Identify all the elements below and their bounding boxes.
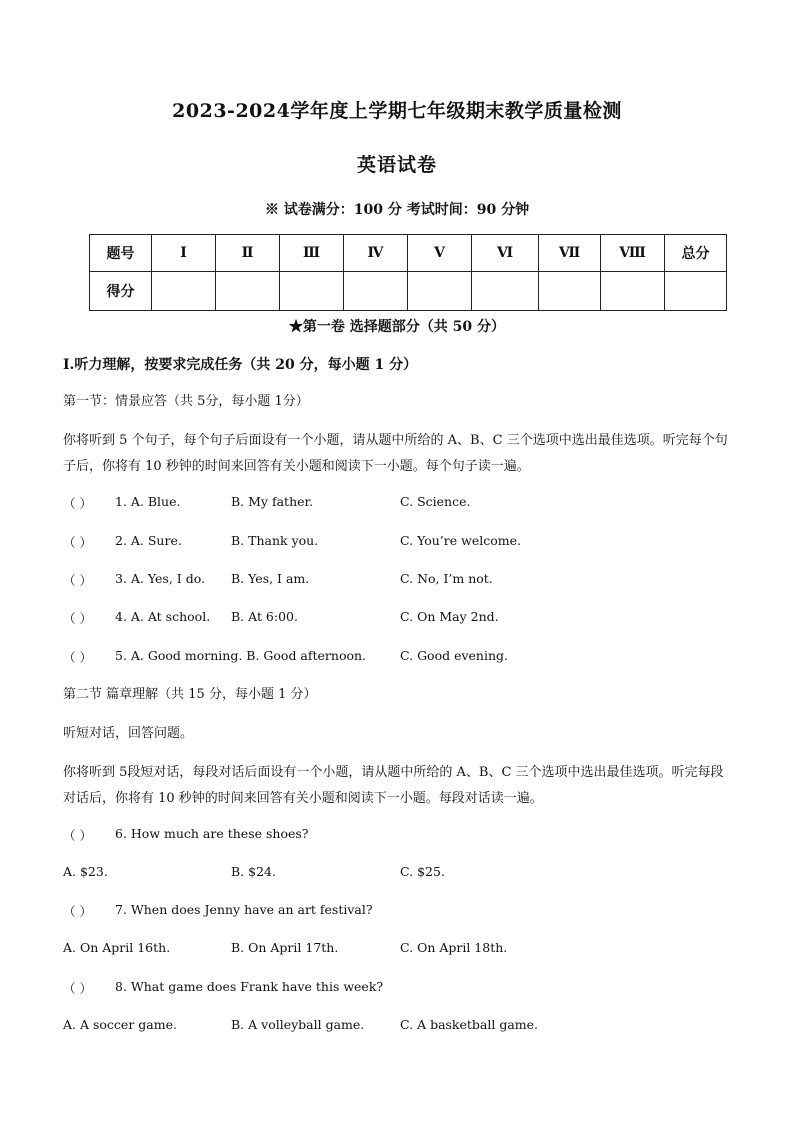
section2-subheading: 听短对话，回答问题。 <box>63 726 194 741</box>
question-5 <box>63 648 743 668</box>
score-table-score-row <box>90 272 727 311</box>
option-b: B. My father. <box>231 494 314 509</box>
option-a: A. $23. <box>63 864 108 879</box>
option-c: C. On April 18th. <box>400 940 508 955</box>
answer-blank[interactable]: （ ） <box>63 573 92 588</box>
section1-instructions: 你将听到 5 个句子，每个句子后面设有一个小题，请从题中所给的 A、B、C 三个选项中选出最佳选项。听完每个句子后，你将有 10 秒钟的时间来回答有关小题和阅读下一小题。每个句子读一遍。 <box>63 433 728 474</box>
score-header-cell: Ⅴ <box>408 235 472 272</box>
question-8-options <box>63 1017 743 1037</box>
section2-heading: 第二节 篇章理解（共 15 分，每小题 1 分） <box>63 687 317 702</box>
score-header-cell: Ⅳ <box>344 235 408 272</box>
exam-info: ※ 试卷满分：100 分 考试时间：90 分钟 <box>264 202 530 218</box>
answer-blank[interactable]: （ ） <box>63 904 92 919</box>
score-header-cell: Ⅷ <box>601 235 665 272</box>
question-1 <box>63 494 743 514</box>
score-row-label: 得分 <box>90 272 152 311</box>
score-cell[interactable] <box>152 272 216 311</box>
option-a: 1. A. Blue. <box>115 494 181 509</box>
answer-blank[interactable]: （ ） <box>63 828 92 843</box>
part-title: Ⅰ.听力理解，按要求完成任务（共 20 分，每小题 1 分） <box>63 357 418 373</box>
answer-blank[interactable]: （ ） <box>63 611 92 626</box>
option-c: C. No, I’m not. <box>400 571 493 586</box>
option-a: A. On April 16th. <box>63 940 171 955</box>
option-b: B. At 6:00. <box>231 609 298 624</box>
exam-title: 2023-2024学年度上学期七年级期末教学质量检测 <box>172 100 622 122</box>
score-cell[interactable] <box>216 272 280 311</box>
option-c: C. A basketball game. <box>400 1017 539 1032</box>
answer-blank[interactable]: （ ） <box>63 981 92 996</box>
score-cell[interactable] <box>344 272 408 311</box>
question-2 <box>63 533 743 553</box>
section-title: ★第一卷 选择题部分（共 50 分） <box>288 319 506 335</box>
option-b: B. On April 17th. <box>231 940 339 955</box>
question-text: 8. What game does Frank have this week? <box>115 979 384 994</box>
score-header-cell: Ⅶ <box>539 235 601 272</box>
question-8 <box>63 979 743 999</box>
option-c: C. $25. <box>400 864 445 879</box>
option-b: B. Yes, I am. <box>231 571 310 586</box>
option-b: B. $24. <box>231 864 276 879</box>
option-c: C. On May 2nd. <box>400 609 499 624</box>
question-7-options <box>63 940 743 960</box>
score-table <box>89 234 727 311</box>
answer-blank[interactable]: （ ） <box>63 650 92 665</box>
answer-blank[interactable]: （ ） <box>63 496 92 511</box>
score-header-cell: Ⅱ <box>216 235 280 272</box>
option-a: A. A soccer game. <box>63 1017 177 1032</box>
score-cell[interactable] <box>665 272 727 311</box>
question-3 <box>63 571 743 591</box>
score-header-cell: Ⅲ <box>280 235 344 272</box>
answer-blank[interactable]: （ ） <box>63 535 92 550</box>
exam-subtitle: 英语试卷 <box>356 154 437 176</box>
question-text: 6. How much are these shoes? <box>115 826 309 841</box>
score-cell[interactable] <box>472 272 539 311</box>
score-header-cell: 总分 <box>665 235 727 272</box>
option-a: 2. A. Sure. <box>115 533 182 548</box>
option-a: 4. A. At school. <box>115 609 211 624</box>
score-table-header-row <box>90 235 727 272</box>
option-a: 3. A. Yes, I do. <box>115 571 205 586</box>
question-4 <box>63 609 743 629</box>
option-c: C. You’re welcome. <box>400 533 521 548</box>
question-6 <box>63 826 743 846</box>
section1-heading: 第一节：情景应答（共 5分，每小题 1分） <box>63 394 309 409</box>
option-b: B. Thank you. <box>231 533 319 548</box>
score-cell[interactable] <box>280 272 344 311</box>
score-cell[interactable] <box>539 272 601 311</box>
score-cell[interactable] <box>408 272 472 311</box>
score-header-cell: Ⅰ <box>152 235 216 272</box>
option-b: B. A volleyball game. <box>231 1017 365 1032</box>
question-7 <box>63 902 743 922</box>
section2-instructions: 你将听到 5段短对话，每段对话后面设有一个小题，请从题中所给的 A、B、C 三个选项中选出最佳选项。听完每段对话后，你将有 10 秒钟的时间来回答有关小题和阅读下一小题。每段对话读一遍。 <box>63 765 724 806</box>
option-a-b: 5. A. Good morning. B. Good afternoon. <box>115 648 367 663</box>
question-6-options <box>63 864 743 884</box>
score-cell[interactable] <box>601 272 665 311</box>
question-text: 7. When does Jenny have an art festival? <box>115 902 373 917</box>
score-header-cell: 题号 <box>90 235 152 272</box>
score-header-cell: Ⅵ <box>472 235 539 272</box>
option-c: C. Good evening. <box>400 648 509 663</box>
option-c: C. Science. <box>400 494 471 509</box>
